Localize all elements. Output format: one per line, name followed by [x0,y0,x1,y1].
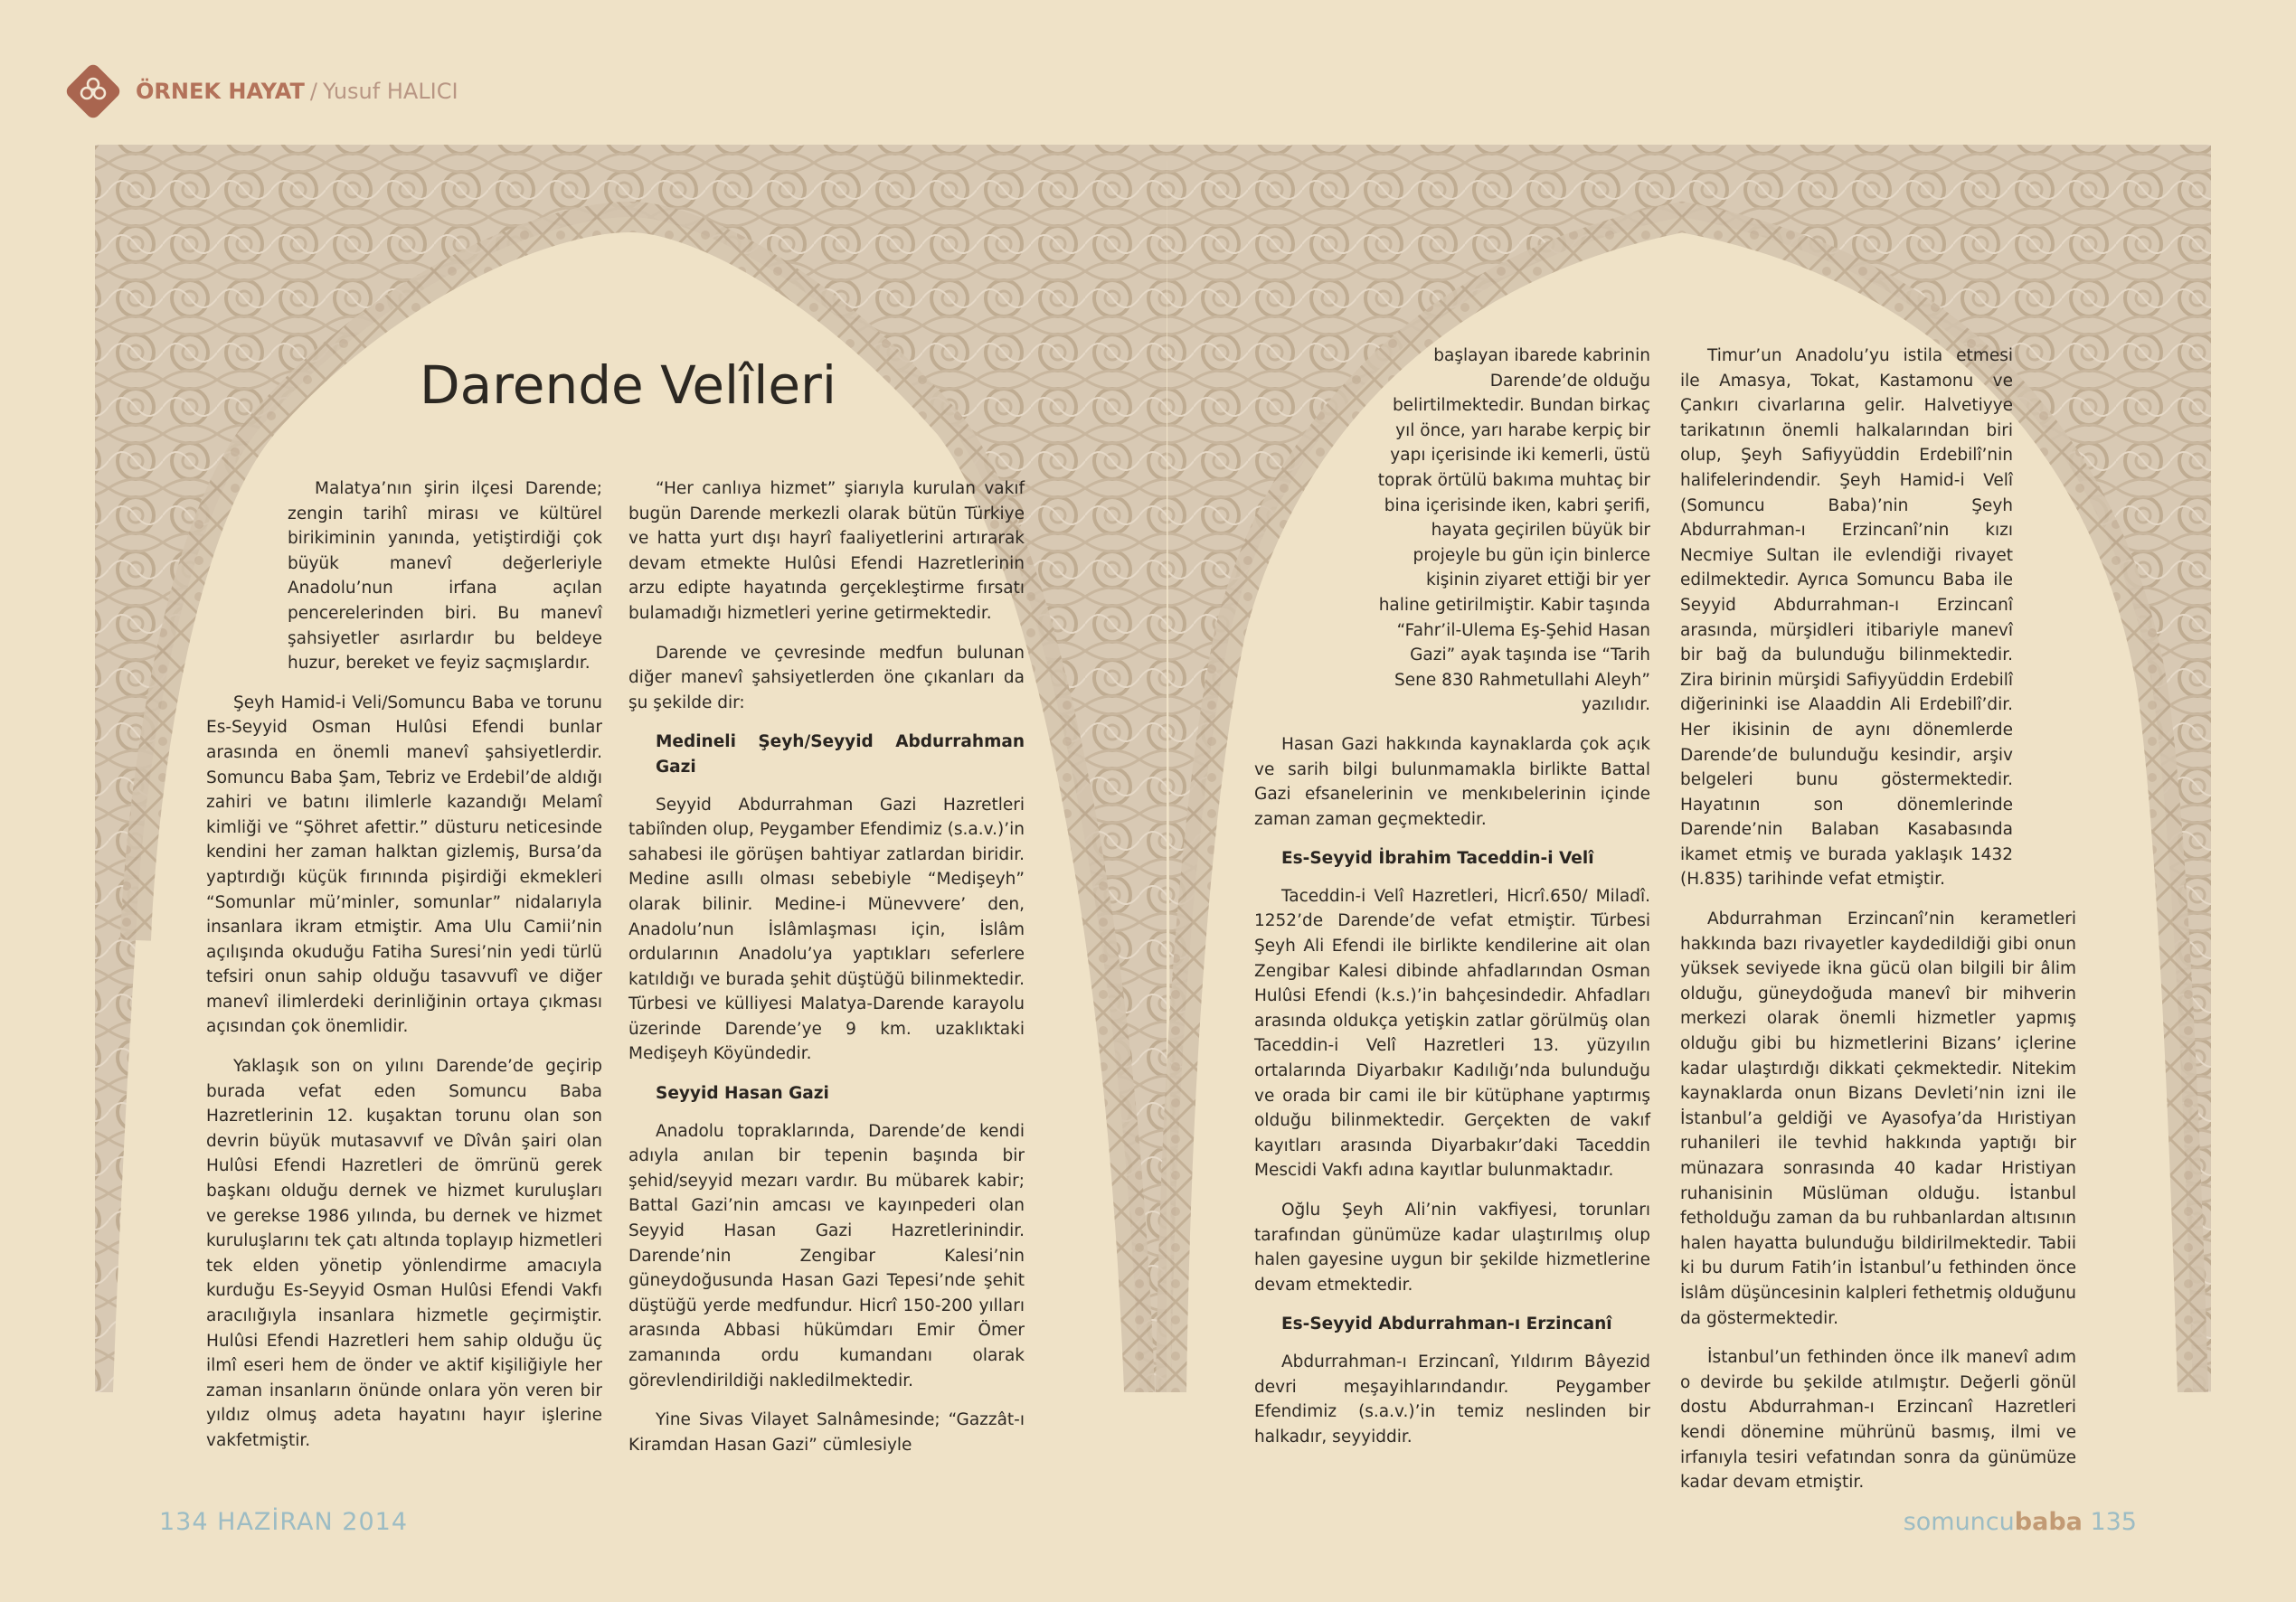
paragraph: Şeyh Hamid-i Veli/Somuncu Baba ve torunu Es-Seyyid Osman Hulûsi Efendi bunlar arasında en önemli manevî şahsiyetlerdir. Somuncu Baba Şam, Tebriz ve Erdebil’de aldığı zahiri ve batını ilimlerle kazandığı Melamî kimliği ve “Şöhret afettir.” düsturu neticesinde kendini her zaman halktan gizlemiş, Bursa’da yaptırdığı küçük fırınında pişirdiği ekmekleri “Somunlar mü’minler, somunlar” nidalarıyla insanlara ikram etmiştir. Ama Ulu Camii’nin açılışında okuduğu Fatiha Suresi’nin yedi türlü tefsiri onun sahip olduğu tasavvufî ve diğer manevî ilimlerdeki derinliğinin ortaya çıkması açısından çok önemlidir. [206,693,602,1037]
paragraph: Abdurrahman Erzincanî’nin kerametleri hakkında bazı rivayetler kaydedildiği gibi onun yüksek seviyede ikna gücü olan bilgili bir âlim olduğu, güneydoğuda manevî bir mihverin merkezi olarak önemli hizmetler yapmış olduğu gibi bu hizmetlerini Bizans’ içlerine kadar ulaştırdığı dikkati çekmektedir. Nitekim kaynaklarda onun Bizans Devleti’nin izni ile İstanbul’a geldiği ve Ayasofya’da Hıristiyan ruhanileri ile tevhid hakkında yaptığı bir münazara sonrasında 40 kadar Hristiyan ruhanisinin Müslüman olduğu. İstanbul fetholduğu zaman da bu ruhbanlardan altısının halen hayatta bulunduğu bildirilmektedir. Tabii ki bu durum Fatih’in İstanbul’u fethinden önce İslâm düşüncesinin kalpleri fethetmiş olduğunu da göstermektedir. [1680,909,2076,1328]
text-column-3 [1254,344,1650,1464]
paragraph: İstanbul’un fethinden önce ilk manevî adım o devirde bu şekilde atılmıştır. Değerli gönül dostu Abdurrahman-ı Erzincanî Hazretleri kendi dönemine mührünü basmış, ilmi ve irfanıyla tesiri vefatından sonra da günümüze kadar devam etmiştir. [1680,1348,2076,1493]
paragraph: başlayan ibarede kabrinin Darende’de olduğu belirtilmektedir. Bundan birkaç yıl önce, yarı harabe kerpiç bir yapı içerisinde iki kemerli, üstü toprak örtülü bakıma muhtaç bir bina içerisinde iken, kabri şerifi, hayata geçirilen büyük bir projeyle bu gün için binlerce kişinin ziyaret ettiği bir yer haline getirilmiştir. Kabir taşında “Fahr’il-Ulema Eş-Şehid Hasan Gazi” ayak taşında ise “Tarih Sene 830 Rahmetullahi Aleyh” yazılıdır. [1377,346,1650,715]
section-heading: Es-Seyyid Abdurrahman-ı Erzincanî [1281,1315,1612,1334]
section-heading: Seyyid Hasan Gazi [656,1084,829,1104]
article-title: Darende Velîleri [420,354,836,416]
paragraph: Malatya’nın şirin ilçesi Darende; zengin tarihî mirası ve kültürel birikiminin yanında, yetiştirdiği çok büyük manevî değerleriyle Anadolu’nun irfana açılan pencerelerinden biri. Bu manevî şahsiyetler asırlardır bu beldeye huzur, bereket ve feyiz saçmışlardır. [288,479,602,674]
text-column-4 [1680,344,2076,1510]
paragraph: Abdurrahman-ı Erzincanî, Yıldırım Bâyezid devri meşayihlarındandır. Peygamber Efendimiz (s.a.v.)’in temiz neslinden bir halkadır, seyyiddir. [1254,1352,1650,1447]
paragraph: Yine Sivas Vilayet Salnâmesinde; “Gazzât-ı Kiramdan Hasan Gazi” cümlesiyle [628,1410,1025,1455]
section-heading: Medineli Şeyh/Seyyid Abdurrahman Gazi [656,732,1025,777]
paragraph: Oğlu Şeyh Ali’nin vakfiyesi, torunları tarafından günümüze kadar ulaştırılmış olup halen gayesine uygun bir şekilde hizmetlerine devam etmektedir. [1254,1201,1650,1295]
paragraph: “Her canlıya hizmet” şiarıyla kurulan vakıf bugün Darende merkezli olarak bütün Türkiye ve hatta yurt dışı hayrî faaliyetlerini artırarak devam etmekte Hulûsi Efendi Hazretlerinin arzu edipte hayatında gerçekleştirme fırsatı bulamadığı hizmetleri yerine getirmektedir. [628,479,1025,623]
footer-right [1904,1508,2137,1536]
brand-name-part2: baba [2014,1508,2083,1536]
brand-name-part1: somuncu [1903,1508,2015,1536]
diamond-logo-icon [61,60,125,123]
right-page-number: 135 [2090,1508,2137,1536]
paragraph: Timur’un Anadolu’yu istila etmesi ile Amasya, Tokat, Kastamonu ve Çankırı civarlarına gelir. Halvetiyye tarikatının önemli halkalarından biri olup, Şeyh Safiyyüddin Erdebilî’nin halifelerindendir. Şeyh Hamid-i Velî (Somuncu Baba)’nin Şeyh Abdurrahman-ı Erzincanî’nin kızı Necmiye Sultan ile evlendiği rivayet edilmektedir. Ayrıca Somuncu Baba ile Seyyid Abdurrahman-ı Erzincanî arasında, mürşidleri itibariyle manevî bir bağ da bulunduğu bilinmektedir. Zira birinin mürşidi Safiyyüddin Erdebilî diğerininki ise Alaaddin Ali Erdebilî’dir. Her ikisinin de aynı dönemlerde Darende’de bulunduğu kesindir, arşiv belgeleri bunu göstermektedir. Hayatının son dönemlerinde Darende’nin Balaban Kasabasında ikamet etmiş ve burada yaklaşık 1432 (H.835) tarihinde vefat etmiştir. [1680,346,2013,890]
paragraph: Darende ve çevresinde medfun bulunan diğer manevî şahsiyetlerden öne çıkanları da şu şekilde dir: [628,643,1025,712]
paragraph: Seyyid Abdurrahman Gazi Hazretleri tabiînden olup, Peygamber Efendimiz (s.a.v.)’in sahabesi ile görüşen bahtiyar zatlardan biridir. Medine asıllı olması sebebiyle “Medişeyh” olarak bilinir. Medine-i Münevvere’ den, Anadolu’nun İslâmlaşması için, İslâm ordularının Anadolu’ya yaptıkları seferlere katıldığı ve burada şehit düştüğü bilinmektedir. Türbesi ve külliyesi Malatya-Darende karayolu üzerinde Darende’ye 9 km. uzaklıktaki Medişeyh Köyündedir. [628,795,1025,1064]
issue-date: HAZİRAN 2014 [217,1508,409,1536]
footer-left [159,1508,408,1536]
left-page-number: 134 [159,1508,209,1536]
paragraph: Anadolu topraklarında, Darende’de kendi adıyla anılan bir tepenin başında bir şehid/seyyid mezarı vardır. Bu mübarek kabir; Battal Gazi’nin amcası ve kayınpederi olan Seyyid Hasan Gazi Hazretlerinindir. Darende’nin Zengibar Kalesi’nin güneydoğusunda Hasan Gazi Tepesi’nde şehit düştüğü yerde medfundur. Hicrî 150-200 yılları arasında Abbasi hükümdarı Emir Ömer zamanında ordu kumandanı olarak görevlendirildiği nakledilmektedir. [628,1121,1025,1390]
text-column-2 [628,476,1025,1472]
paragraph: Yaklaşık son on yılını Darende’de geçirip burada vefat eden Somuncu Baba Hazretlerinin 12. kuşaktan torunu olan son devrin büyük mutasavvıf ve Dîvân şairi olan Hulûsi Efendi Hazretleri de ömrünü gerek başkanı olduğu dernek ve hizmet kuruluşları ve gerekse 1986 yılında, bu dernek ve hizmet kuruluşlarını tek çatı altında toplayıp hizmetleri tek elden yönetip yönlendirme amacıyla kurduğu Es-Seyyid Osman Hulûsi Efendi Vakfı aracılığıyla insanlara hizmetle geçirmiştir. Hulûsi Efendi Hazretleri hem sahip olduğu üç ilmî eseri hem de önder ve aktif kişiliğiyle her zaman insanların önünde onlara yön veren bir yıldız olmuş adeta hayatını hayır işlerine vakfetmiştir. [206,1057,602,1450]
author-label: Yusuf HALICI [322,79,458,104]
text-column-1 [206,476,602,1468]
section-label: ÖRNEK HAYAT [136,79,305,104]
page-header [61,60,458,123]
author-name [310,79,458,104]
paragraph: Taceddin-i Velî Hazretleri, Hicrî.650/ Miladî. 1252’de Darende’de vefat etmiştir. Türbesi Şeyh Ali Efendi ile birlikte kendilerine ait olan Zengibar Kalesi dibinde ahfadlarından Osman Hulûsi Efendi (k.s.)’in bahçesindedir. Ahfadları arasında oldukça yetişkin zatlar görülmüş olan Taceddin-i Velî Hazretleri 13. yüzyılın ortalarında Diyarbakır Kadılığı’nda bulunduğu ve orada bir cami ile bir kütüphane yaptırmış olduğu bilinmektedir. Gerçekten de vakıf kayıtları arasında Diyarbakır’daki Taceddin Mescidi Vakfı adına kayıtlar bulunmaktadır. [1254,886,1650,1181]
header-separator: / [309,79,317,104]
section-heading: Es-Seyyid İbrahim Taceddin-i Velî [1281,849,1594,869]
paragraph: Hasan Gazi hakkında kaynaklarda çok açık ve sarih bilgi bulunmamakla birlikte Battal Gazi efsanelerinin ve menkıbelerinin içinde zaman zaman geçmektedir. [1254,734,1650,829]
